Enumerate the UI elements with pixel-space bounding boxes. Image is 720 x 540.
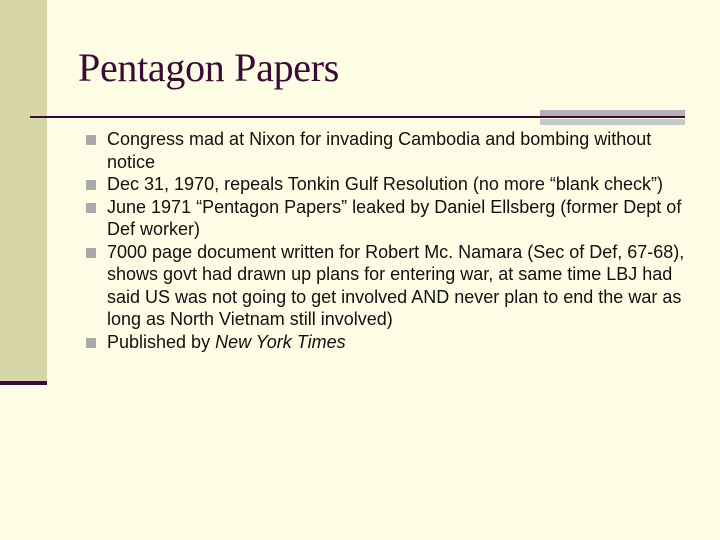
square-bullet-icon [86,203,96,213]
bullet-list [86,128,696,353]
left-decorative-band [0,0,47,382]
bullet-text: Dec 31, 1970, repeals Tonkin Gulf Resolution (no more “blank check”) [107,174,663,194]
square-bullet-icon [86,135,96,145]
title-rule-accent-lower [540,119,685,125]
publication-name: New York Times [215,331,346,352]
bullet-text: June 1971 “Pentagon Papers” leaked by Daniel Ellsberg (former Dept of Def worker) [107,196,682,239]
bullet-item [86,331,696,354]
bullet-item [86,128,696,173]
left-band-base-line [0,381,47,385]
square-bullet-icon [86,338,96,348]
square-bullet-icon [86,248,96,258]
bullet-text: 7000 page document written for Robert Mc. Namara (Sec of Def, 67-68), shows govt had drawn up plans for entering war, at same time LBJ had said US was not going to get involved AND never plan to end the war as long as North Vietnam still involved) [107,241,685,329]
slide-title: Pentagon Papers [78,45,340,90]
bullet-item [86,196,696,241]
bullet-text-prefix: Published by [107,331,216,352]
bullet-item [86,241,696,331]
title-rule [30,116,685,118]
square-bullet-icon [86,180,96,190]
bullet-item [86,173,696,196]
bullet-text: Congress mad at Nixon for invading Cambodia and bombing without notice [107,129,652,172]
